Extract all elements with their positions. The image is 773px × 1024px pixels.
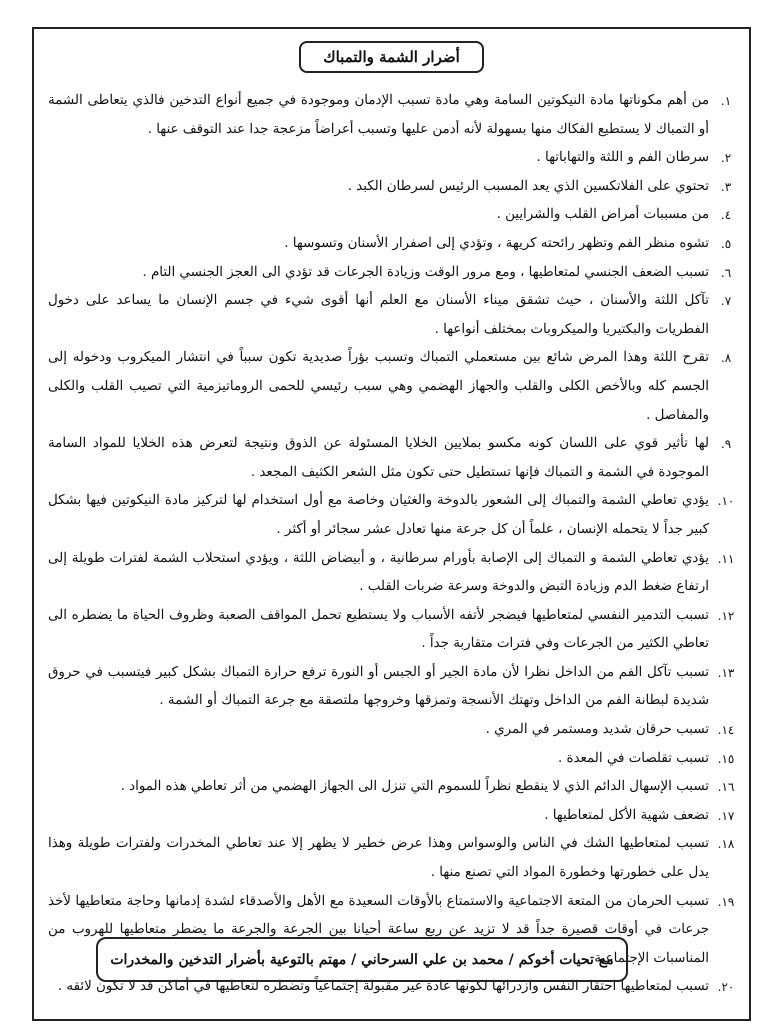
document-page [32,27,751,1021]
list-item [44,173,741,202]
item-number: ٨. [720,351,732,366]
signature-box [96,937,628,982]
item-text: تسبب حرقان شديد ومستمر في المري . [485,722,709,738]
item-text: تحتوي على الفلاتكسين الذي يعد المسبب الرئيس لسرطان الكبد . [347,178,709,194]
list-item [44,659,741,716]
item-number: ١١. [717,551,735,566]
list-item [44,773,741,802]
item-text: تضعف شهية الأكل لمتعاطيها . [544,807,709,823]
item-text: تشوه منظر الفم وتظهر رائحته كريهة ، وتؤدي إلى اصفرار الأسنان وتسوسها . [284,235,709,251]
list-item [44,344,741,430]
item-number: ١٩. [717,894,735,909]
item-text: تآكل اللثة والأسنان ، حيث تشقق ميناء الأسنان مع العلم أنها أقوى شيء في جسم الإنسان ما يساعد على دخول الفطريات والبكتيريا والميكروبات بمختلف أنواعها . [48,293,709,337]
item-text: تسبب الإسهال الدائم الذي لا ينقطع نظراً للسموم التي تنزل الى الجهاز الهضمي من أثر تعاطي هذه المواد . [120,779,709,795]
item-text: تسبب تآكل الفم من الداخل نظرا لأن مادة الجير أو الجبس أو النورة ترفع حرارة التمباك بشكل كبير فيتسبب في حروق شديدة لبطانة الفم من الداخل وتهتك الأنسجة وتمزقها وخروجها ملتصقة مع جرعة التمباك أو الشمة . [48,664,709,709]
item-text: من مسببات أمراض القلب والشرايين . [496,207,709,223]
item-number: ٤. [720,208,732,223]
item-number: ٣. [720,179,732,194]
item-number: ١٧. [717,808,735,823]
list-item [44,287,741,344]
list-item [44,716,741,745]
harms-list [44,87,741,1002]
list-item [44,144,741,173]
list-item [44,230,741,259]
list-item [44,487,741,544]
item-text: تسبب التدمير النفسي لمتعاطيها فيضجر لأتفه الأسباب ولا يستطيع تحمل المواقف الصعبة وظروف الحياة ما يضطره الى تعاطي الكثير من الجرعات وفي فترات متقاربة جداً . [48,607,709,652]
item-number: ١٦. [717,780,735,795]
list-item [44,602,741,659]
list-item [44,430,741,487]
list-item [44,259,741,288]
item-number: ٩. [720,437,732,452]
item-number: ٦. [720,265,732,280]
item-text: يؤدي تعاطي الشمة والتمباك إلى الشعور بالدوخة والغثيان وخاصة مع أول استخدام لها لتركيز مادة النيكوتين فيها بشكل كبير جداً لا يتحمله الإنسان ، علماً أن كل جرعة منها تعادل عشر سجائر أو أكثر . [48,493,709,537]
item-number: ٢٠. [717,980,735,995]
item-number: ١٥. [717,751,735,766]
item-number: ١٣. [717,665,735,680]
item-text: سرطان الفم و اللثة والتهاباتها . [536,150,709,166]
list-item [44,802,741,831]
document-title [299,41,484,73]
list-item [44,545,741,602]
item-text: لها تأثير قوي على اللسان كونه مكسو بملايين الخلايا المسئولة عن الذوق ونتيجة لتعرض هذه الخلايا للمواد السامة الموجودة في الشمة و التمباك فإنها تستطيل حتى تكون مثل الشعر الكثيف المجعد . [48,436,709,480]
item-number: ١٠. [717,494,735,509]
item-number: ١٨. [717,837,735,852]
item-text: تسبب الضعف الجنسي لمتعاطيها ، ومع مرور الوقت وزيادة الجرعات قد تؤدي الى العجز الجنسي التام . [142,264,709,280]
list-item [44,830,741,887]
item-number: ١. [720,94,732,108]
item-number: ٥. [720,236,732,251]
signature-text: مع تحيات أخوكم / محمد بن علي السرحاني / مهتم بالتوعية بأضرار التدخين والمخدرات [110,951,614,968]
item-text: تسبب الحرمان من المتعة الاجتماعية والاستمتاع بالأوقات السعيدة مع الأهل والأصدقاء لشدة إدمانها وحاجة متعاطيها لأخذ جرعات في أوقات قصيرة جداً قد لا تزيد عن ربع ساعة أحيانا بين الجرعة والجرعة ما يضطر متعاطيها للهروب من المناسبات الإجتماعية . [48,893,709,966]
item-number: ٧. [720,294,732,309]
item-text: من أهم مكوناتها مادة النيكوتين السامة وهي مادة تسبب الإدمان وموجودة في جميع أنواع التدخين فالذي يتعاطى الشمة أو التمباك لا يستطيع الفكاك منها بسهولة لأنه أدمن عليها وتسبب أعراضاً مزعجة جدا عند التوقف عنها . [48,93,709,137]
item-text: تقرح اللثة وهذا المرض شائع بين مستعملي التمباك وتسبب بؤراً صديدية تكون سبباً في انتشار الميكروب ودخوله إلى الجسم كله وبالأخص الكلى والقلب والجهاز الهضمي وهي سبب رئيسي للحمى الروماتيزمية التي تصيب القلب والكلى والمفاصل . [48,350,709,423]
item-number: ٢. [720,151,732,166]
item-text: تسبب لمتعاطيها احتقار النفس وازدرائها لكونها عادة غير مقبولة إجتماعياً وتضطره لتعاطيها في أماكن قد لا تكون لائقه . [57,979,709,995]
item-number: ١٢. [717,608,735,623]
item-number: ١٤. [717,723,735,738]
item-text: تسبب تقلصات في المعدة . [558,750,709,766]
item-text: تسبب لمتعاطيها الشك في الناس والوسواس وهذا عرض خطير لا يظهر إلا عند تعاطي المخدرات ولفترات طويلة وهذا يدل على خطورتها وخطورة المواد التي تصنع منها . [48,836,709,881]
item-text: يؤدي تعاطي الشمة و التمباك إلى الإصابة بأورام سرطانية ، و أبيضاض اللثة ، ويؤدي استحلاب الشمة لفترات طويلة إلى ارتفاع ضغط الدم وزيادة التبض والدوخة وسرعة ضربات القلب . [48,550,709,595]
list-item [44,201,741,230]
list-item [44,87,741,144]
list-item [44,745,741,774]
title-text: أضرار الشمة والتمباك [323,48,460,66]
